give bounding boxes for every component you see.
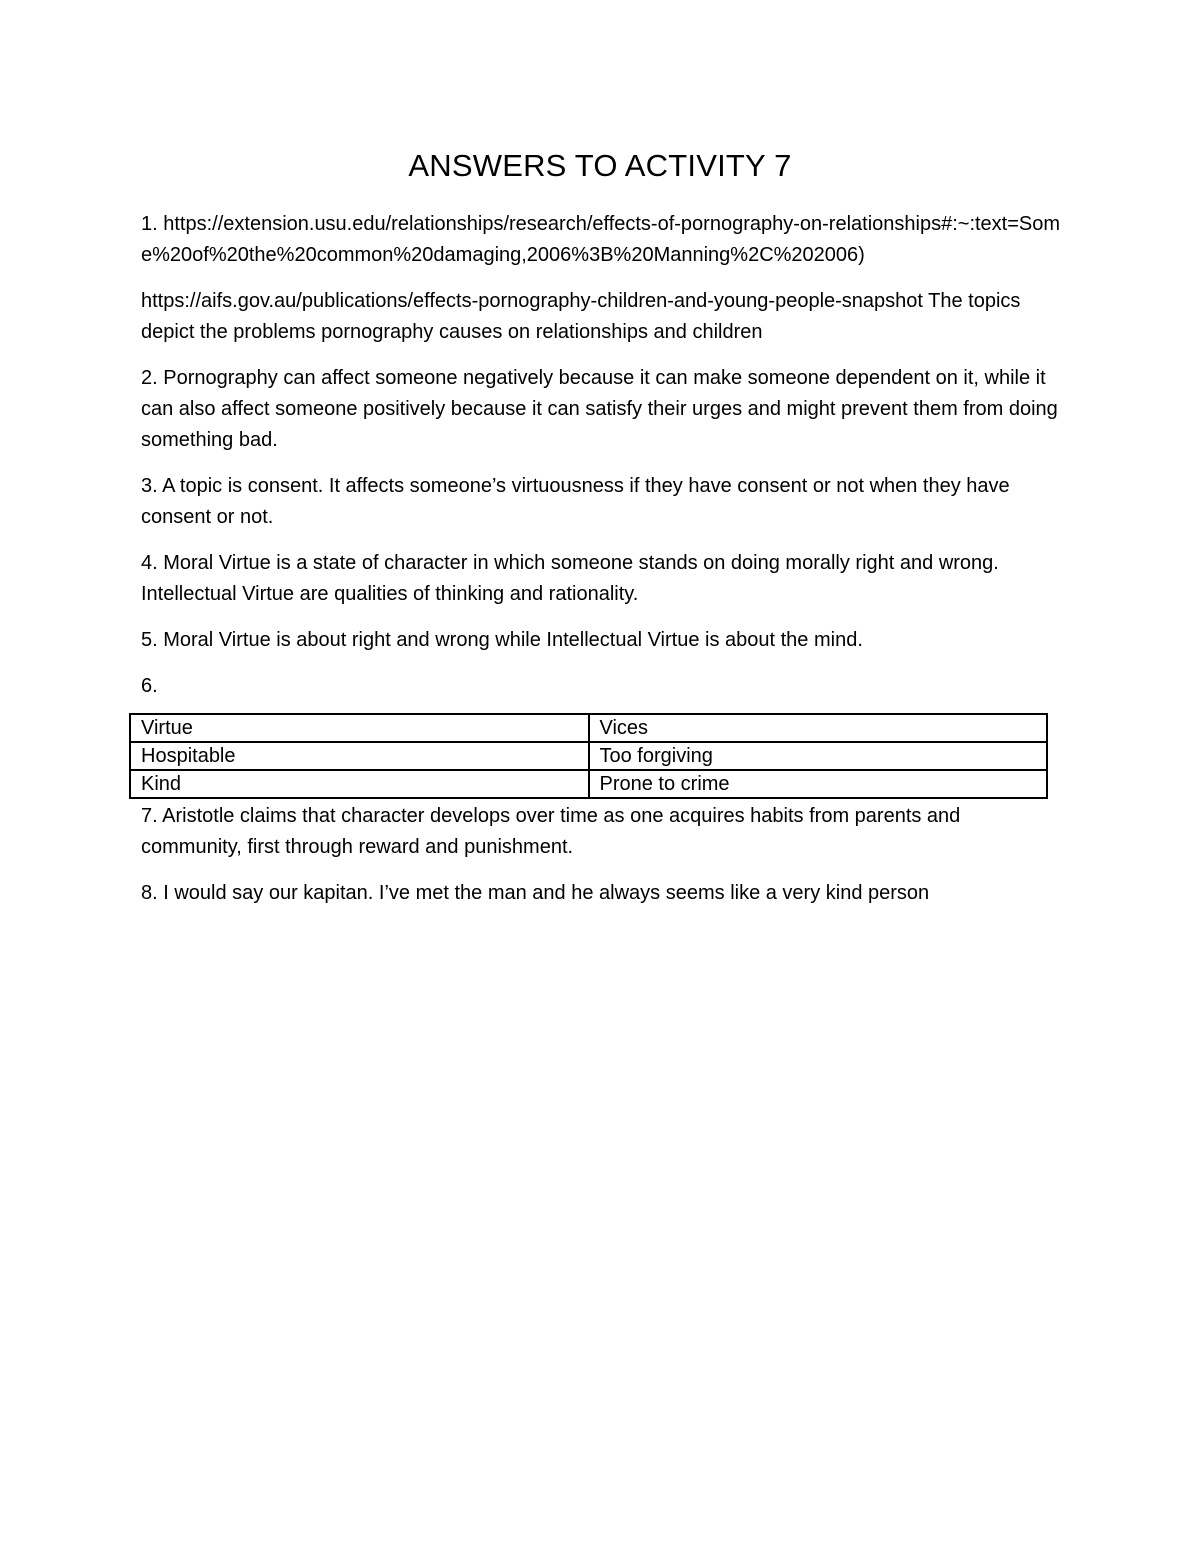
table-cell: Too forgiving bbox=[589, 742, 1048, 770]
answer-8: 8. I would say our kapitan. I’ve met the man and he always seems like a very kind person bbox=[141, 882, 930, 904]
answers-body bbox=[141, 209, 1066, 924]
table-cell: Kind bbox=[130, 770, 589, 798]
table-header-cell: Virtue bbox=[130, 714, 589, 742]
answer-1-url: 1. https://extension.usu.edu/relationships/research/effects-of-pornography-on-relationships#:~:text=Some%20of%20the%20common%20damaging,2006%3B%20Manning%2C%202006) bbox=[141, 213, 1061, 266]
answer-5: 5. Moral Virtue is about right and wrong while Intellectual Virtue is about the mind. bbox=[141, 629, 863, 651]
table-cell: Prone to crime bbox=[589, 770, 1048, 798]
answer-6-label: 6. bbox=[141, 675, 158, 697]
answer-4: 4. Moral Virtue is a state of character in which someone stands on doing morally right and wrong. Intellectual Virtue are qualities of thinking and rationality. bbox=[141, 552, 999, 605]
table-row bbox=[130, 770, 1047, 798]
table-cell: Hospitable bbox=[130, 742, 589, 770]
answer-3: 3. A topic is consent. It affects someone’s virtuousness if they have consent or not when they have consent or not. bbox=[141, 475, 1010, 528]
answer-1-second-source: https://aifs.gov.au/publications/effects-pornography-children-and-young-people-snapshot The topics depict the problems pornography causes on relationships and children bbox=[141, 290, 1021, 343]
table-header-cell: Vices bbox=[589, 714, 1048, 742]
answer-7: 7. Aristotle claims that character develops over time as one acquires habits from parents and community, first through reward and punishment. bbox=[141, 805, 961, 858]
table-header-row bbox=[130, 714, 1047, 742]
virtue-vice-table bbox=[129, 713, 1048, 799]
table-row bbox=[130, 742, 1047, 770]
page-title: ANSWERS TO ACTIVITY 7 bbox=[408, 148, 792, 183]
answer-2: 2. Pornography can affect someone negatively because it can make someone dependent on it, while it can also affect someone positively because it can satisfy their urges and might prevent them from doing something bad. bbox=[141, 367, 1058, 451]
